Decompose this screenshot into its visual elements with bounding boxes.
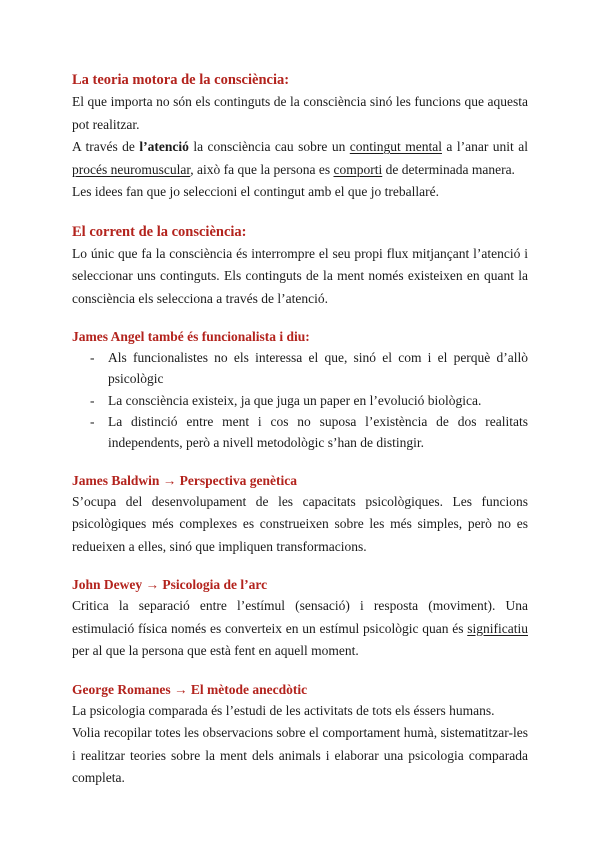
- section-title-corrent: El corrent de la consciència:: [72, 223, 247, 240]
- section-title-dewey: John Dewey → Psicologia de l’arc: [72, 577, 268, 592]
- text-run: A través de: [72, 139, 140, 154]
- document-page: [72, 70, 528, 790]
- underlined-term-contingut-mental: contingut mental: [349, 139, 442, 154]
- motora-paragraph-1: El que importa no són els continguts de la consciència sinó les funcions que aquesta pot realitzar.: [72, 94, 528, 132]
- list-item: [72, 390, 528, 411]
- list-item-text: La consciència existeix, ja que juga un paper en l’evolució biològica.: [108, 392, 482, 408]
- romanes-paragraph-2: Volia recopilar totes les observacions sobre el comportament humà, sistematitzar-les i realitzar teories sobre la ment dels animals i elaborar una psicologia comparada completa.: [72, 725, 528, 785]
- motora-paragraph-3: Les idees fan que jo seleccioni el contingut amb el que jo treballaré.: [72, 184, 439, 199]
- list-item-text: La distinció entre ment i cos no suposa l’existència de dos realitats independents, però a nivell metodològic s’han de distingir.: [108, 414, 528, 450]
- baldwin-paragraph-1: S’ocupa del desenvolupament de les capacitats psicològiques. Les funcions psicològiques més complexes es construeixen sobre les més simples, però no es redueixen a elles, sinó que impliquen transformacions.: [72, 493, 528, 554]
- angel-list: [72, 347, 528, 453]
- bold-term-atencio: l’atenció: [139, 139, 189, 154]
- underlined-term-comporti: comporti: [333, 161, 383, 177]
- text-run: , això fa que la persona es: [190, 161, 334, 177]
- section-title-romanes: George Romanes → El mètode anecdòtic: [72, 681, 308, 697]
- romanes-paragraph-1: La psicologia comparada és l’estudi de les activitats de tots els éssers humans.: [72, 702, 495, 718]
- underlined-term-proces-neuromuscular: procés neuromuscular: [72, 161, 191, 177]
- list-item: [72, 347, 528, 389]
- underlined-term-significatiu: significatiu: [467, 620, 528, 636]
- corrent-paragraph-1: Lo únic que fa la consciència és interrompre el seu propi flux mitjançant l’atenció i seleccionar uns continguts. Els continguts de la ment només existeixen en quant la consciència els selecciona a través de l’atenció.: [72, 245, 528, 306]
- motora-paragraph-2: [72, 136, 528, 181]
- text-run: Critica la separació entre l’estímul (sensació) i resposta (moviment). Una estimulació física només es converteix en un estímul psicològic quan és: [72, 598, 528, 636]
- text-run: la consciència cau sobre un: [188, 139, 350, 154]
- section-title-angel: James Angel també és funcionalista i diu:: [72, 329, 310, 344]
- dewey-paragraph-1: [72, 595, 528, 663]
- text-run: de determinada manera.: [382, 161, 515, 177]
- list-item-text: Als funcionalistes no els interessa el que, sinó el com i el perquè d’allò psicològic: [108, 350, 528, 386]
- section-title-motora: La teoria motora de la consciència:: [72, 72, 290, 88]
- dash-bullet: -: [90, 392, 95, 408]
- text-run: a l’anar unit al: [441, 139, 529, 154]
- dash-bullet: -: [90, 350, 95, 365]
- dash-bullet: -: [90, 414, 95, 429]
- section-title-baldwin: James Baldwin → Perspectiva genètica: [72, 472, 297, 488]
- list-item: [72, 411, 528, 453]
- text-run: per al que la persona que està fent en aquell moment.: [72, 643, 359, 658]
